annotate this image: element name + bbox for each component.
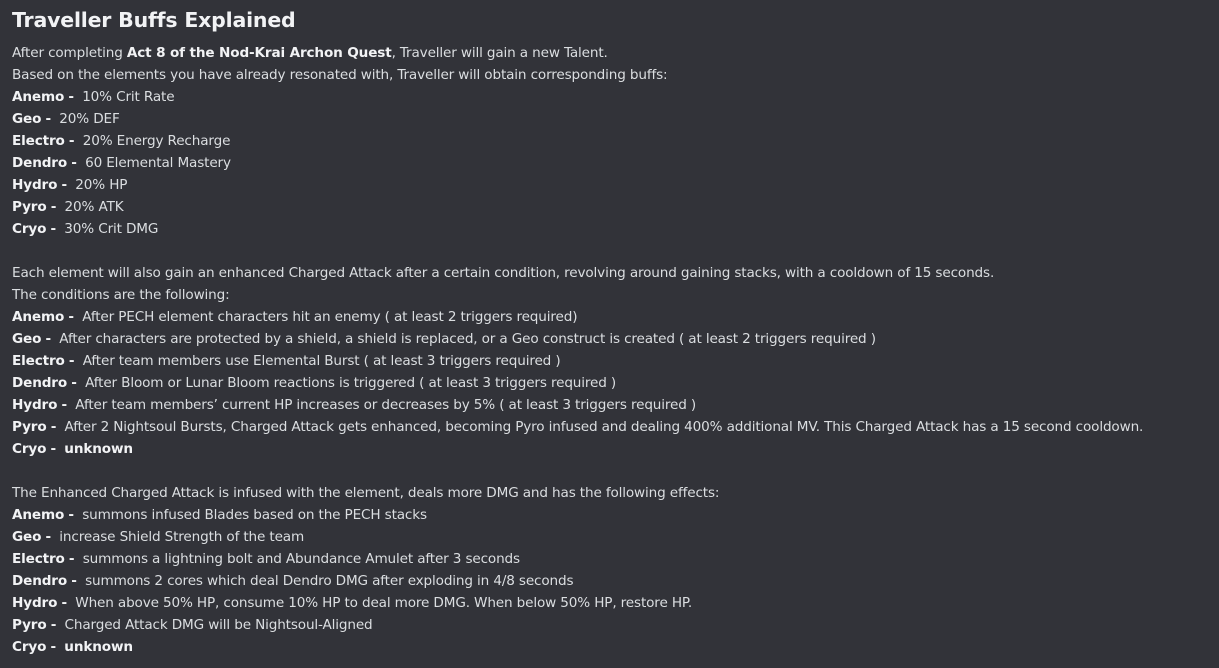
element-name: Hydro bbox=[12, 595, 58, 611]
buff-item bbox=[12, 152, 1212, 174]
effect-item bbox=[12, 504, 1212, 526]
element-name: Electro bbox=[12, 551, 65, 567]
element-name: Pyro bbox=[12, 199, 47, 215]
element-detail: After 2 Nightsoul Bursts, Charged Attack gets enhanced, becoming Pyro infused and dealing 400% additional MV. This Charged Attack has a 15 second cooldown. bbox=[64, 419, 1144, 435]
separator-dash: - bbox=[68, 551, 75, 567]
condition-item bbox=[12, 306, 1212, 328]
element-detail: 20% ATK bbox=[64, 199, 124, 215]
conditions-list bbox=[12, 306, 1212, 460]
element-detail: 20% DEF bbox=[59, 111, 120, 127]
element-name: Dendro bbox=[12, 375, 68, 391]
effects-list bbox=[12, 504, 1212, 658]
separator-dash: - bbox=[50, 221, 56, 237]
element-name: Electro bbox=[12, 353, 65, 369]
element-detail: 10% Crit Rate bbox=[82, 89, 175, 105]
buff-item bbox=[12, 108, 1212, 130]
element-name: Cryo bbox=[12, 639, 47, 655]
separator-dash: - bbox=[61, 177, 67, 193]
element-name: Dendro bbox=[12, 573, 68, 589]
buff-item bbox=[12, 196, 1212, 218]
effect-item bbox=[12, 592, 1212, 614]
intro-line-1 bbox=[12, 42, 1212, 64]
element-name: Anemo bbox=[12, 89, 65, 105]
effect-item bbox=[12, 614, 1212, 636]
message-content bbox=[12, 6, 1212, 658]
separator-dash: - bbox=[45, 111, 51, 127]
element-detail: After characters are protected by a shield, a shield is replaced, or a Geo construct is created ( at least 2 triggers required ) bbox=[59, 331, 876, 347]
message-heading: Traveller Buffs Explained bbox=[12, 8, 296, 32]
separator-dash: - bbox=[68, 89, 74, 105]
element-name: Anemo bbox=[12, 309, 65, 325]
condition-item bbox=[12, 416, 1212, 438]
buff-item bbox=[12, 174, 1212, 196]
element-detail: After team members use Elemental Burst ( at least 3 triggers required ) bbox=[82, 353, 561, 369]
element-name: Anemo bbox=[12, 507, 65, 523]
condition-item bbox=[12, 394, 1212, 416]
spacer bbox=[12, 460, 1212, 482]
element-detail: increase Shield Strength of the team bbox=[59, 529, 305, 545]
separator-dash: - bbox=[50, 419, 57, 435]
element-name: Pyro bbox=[12, 617, 47, 633]
separator-dash: - bbox=[61, 397, 67, 413]
element-detail: summons infused Blades based on the PECH stacks bbox=[82, 507, 427, 523]
condition-item bbox=[12, 350, 1212, 372]
element-detail: 60 Elemental Mastery bbox=[85, 155, 231, 171]
element-detail: After Bloom or Lunar Bloom reactions is triggered ( at least 3 triggers required ) bbox=[85, 375, 617, 391]
effect-item bbox=[12, 526, 1212, 548]
effects-intro: The Enhanced Charged Attack is infused with the element, deals more DMG and has the following effects: bbox=[12, 485, 720, 501]
element-detail: 20% Energy Recharge bbox=[82, 133, 231, 149]
buff-item bbox=[12, 218, 1212, 240]
element-name: Cryo bbox=[12, 221, 47, 237]
separator-dash: - bbox=[50, 199, 57, 215]
separator-dash: - bbox=[68, 309, 74, 325]
element-detail: summons 2 cores which deal Dendro DMG after exploding in 4/8 seconds bbox=[85, 573, 574, 589]
intro-prefix: After completing bbox=[12, 45, 127, 61]
element-detail: When above 50% HP, consume 10% HP to deal more DMG. When below 50% HP, restore HP. bbox=[75, 595, 692, 611]
element-detail: unknown bbox=[64, 639, 133, 655]
condition-item bbox=[12, 328, 1212, 350]
separator-dash: - bbox=[61, 595, 67, 611]
element-name: Pyro bbox=[12, 419, 47, 435]
element-name: Cryo bbox=[12, 441, 47, 457]
separator-dash: - bbox=[68, 133, 75, 149]
element-name: Geo bbox=[12, 529, 42, 545]
separator-dash: - bbox=[68, 507, 74, 523]
element-detail: summons a lightning bolt and Abundance Amulet after 3 seconds bbox=[82, 551, 520, 567]
buff-item bbox=[12, 86, 1212, 108]
intro-line-2: Based on the elements you have already resonated with, Traveller will obtain corresponding buffs: bbox=[12, 67, 668, 83]
element-detail: 30% Crit DMG bbox=[64, 221, 159, 237]
element-name: Geo bbox=[12, 111, 42, 127]
effect-item bbox=[12, 570, 1212, 592]
separator-dash: - bbox=[50, 617, 57, 633]
element-name: Hydro bbox=[12, 177, 58, 193]
conditions-intro: Each element will also gain an enhanced Charged Attack after a certain condition, revolving around gaining stacks, with a cooldown of 15 seconds. bbox=[12, 265, 995, 281]
intro-bold: Act 8 of the Nod-Krai Archon Quest bbox=[126, 45, 392, 61]
condition-item bbox=[12, 372, 1212, 394]
element-name: Dendro bbox=[12, 155, 68, 171]
separator-dash: - bbox=[71, 573, 77, 589]
effect-item bbox=[12, 548, 1212, 570]
element-name: Geo bbox=[12, 331, 42, 347]
element-name: Electro bbox=[12, 133, 65, 149]
separator-dash: - bbox=[71, 375, 77, 391]
element-name: Hydro bbox=[12, 397, 58, 413]
spacer bbox=[12, 240, 1212, 262]
intro-suffix: , Traveller will gain a new Talent. bbox=[391, 45, 608, 61]
element-detail: After team members’ current HP increases or decreases by 5% ( at least 3 triggers required ) bbox=[75, 397, 697, 413]
element-detail: After PECH element characters hit an enemy ( at least 2 triggers required) bbox=[82, 309, 578, 325]
conditions-intro-2: The conditions are the following: bbox=[12, 287, 230, 303]
buffs-list bbox=[12, 86, 1212, 240]
separator-dash: - bbox=[68, 353, 75, 369]
separator-dash: - bbox=[45, 331, 51, 347]
separator-dash: - bbox=[71, 155, 77, 171]
condition-item bbox=[12, 438, 1212, 460]
element-detail: Charged Attack DMG will be Nightsoul-Aligned bbox=[64, 617, 373, 633]
buff-item bbox=[12, 130, 1212, 152]
effect-item bbox=[12, 636, 1212, 658]
element-detail: 20% HP bbox=[75, 177, 128, 193]
separator-dash: - bbox=[50, 639, 56, 655]
element-detail: unknown bbox=[64, 441, 133, 457]
separator-dash: - bbox=[50, 441, 56, 457]
separator-dash: - bbox=[45, 529, 51, 545]
